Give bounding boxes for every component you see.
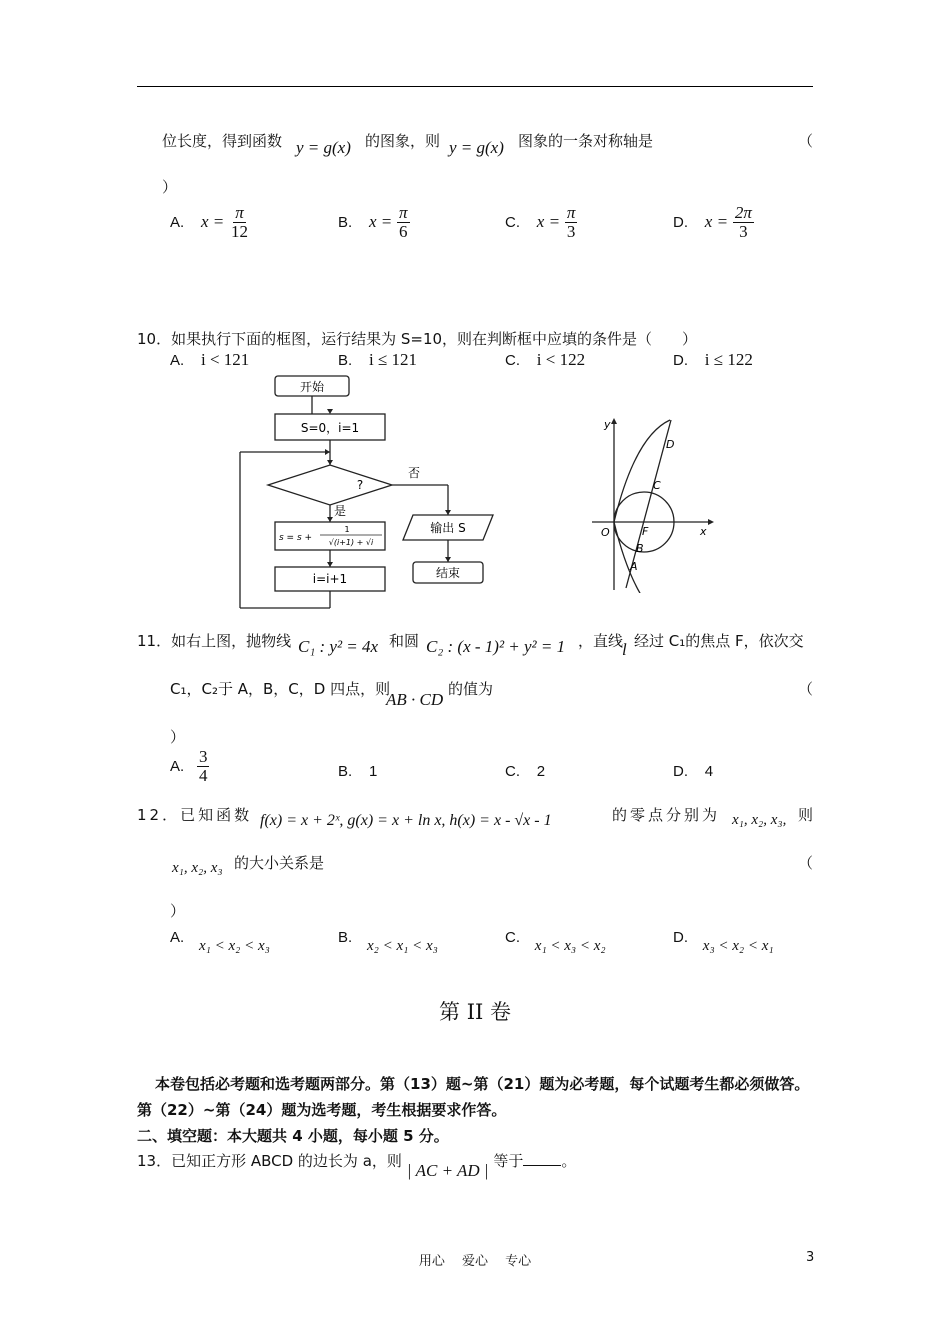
q10-option-a: [170, 350, 249, 370]
flow-body-num: 1: [344, 525, 350, 534]
option-label: A.: [170, 929, 185, 946]
q9-option-d: [673, 204, 754, 241]
option-expr: i < 122: [536, 350, 586, 369]
option-expr: x₃ < x₂ < x₁: [702, 938, 774, 954]
q10-flowchart: [230, 372, 520, 614]
header-rule: [137, 86, 813, 87]
q12-option-a: [170, 928, 270, 954]
q9-option-c: [505, 204, 577, 241]
graph-x-label: x: [700, 525, 707, 538]
q12-functions: f(x) = x + 2ˣ, g(x) = x + ln x, h(x) = x - √x - 1: [260, 812, 552, 829]
q11-line2-a: C₁，C₂于 A，B，C，D 四点，则: [170, 680, 391, 698]
option-lhs: x =: [536, 211, 561, 231]
flow-output-label: 输出 S: [430, 521, 466, 535]
q9-text-a: 位长度，得到函数: [162, 132, 283, 150]
q11-option-a: [170, 748, 209, 785]
option-expr: i ≤ 121: [368, 350, 418, 369]
q12-zeros: x₁, x₂, x₃,: [732, 812, 787, 828]
q9-text-b: 的图象，则: [365, 132, 441, 150]
graph-y-label: y: [604, 418, 611, 431]
option-label: C.: [505, 352, 520, 369]
parabola-c1: [614, 420, 670, 593]
frac-num: π: [235, 203, 244, 222]
graph-origin-label: O: [601, 526, 610, 539]
flow-yes-label: 是: [334, 504, 347, 518]
q11-option-c: [505, 762, 545, 780]
section-title: 第 II 卷: [439, 1000, 511, 1024]
q9-function-2: y = g(x): [449, 138, 504, 157]
frac-num: π: [566, 203, 576, 222]
flow-body-lhs: s = s +: [279, 533, 313, 543]
q10-option-d: [673, 350, 753, 370]
frac-den: 3: [566, 221, 576, 241]
q9-text-c: 图象的一条对称轴是: [518, 132, 654, 150]
q9-function-1: y = g(x): [296, 138, 351, 157]
section-intro-line1: 本卷包括必考题和选考题两部分。第（13）题~第（21）题为必考题，每个试题考生都必须做答。: [155, 1075, 810, 1093]
option-label: A.: [170, 213, 185, 231]
flow-condition-label: ?: [356, 478, 364, 492]
option-label: C.: [505, 213, 520, 231]
q12-paren-close: ）: [170, 902, 186, 920]
q11-circle: C₂ : (x - 1)² + y² = 1: [426, 637, 566, 656]
option-label: B.: [338, 763, 353, 780]
q12-line2-text: 的大小关系是: [234, 854, 325, 872]
option-label: C.: [505, 763, 520, 780]
q10-stem: 10．如果执行下面的框图，运行结果为 S=10，则在判断框中应填的条件是（ ）: [137, 330, 698, 348]
frac-den: 4: [198, 765, 208, 785]
option-label: A.: [170, 757, 185, 775]
q11-stem-c: ，直线: [578, 632, 624, 650]
q11-paren-open: （: [798, 680, 814, 698]
q9-paren-open: （: [798, 132, 814, 150]
flow-init-label: S=0，i=1: [300, 421, 360, 435]
q12-option-c: [505, 928, 606, 954]
q10-option-c: [505, 350, 585, 370]
option-label: B.: [338, 352, 353, 369]
option-lhs: x =: [368, 211, 393, 231]
frac-den: 12: [231, 221, 249, 241]
q13-text-a: 13．已知正方形 ABCD 的边长为 a，则: [137, 1152, 402, 1170]
option-lhs: x =: [704, 211, 729, 231]
footer-motto: 用心 爱心 专心: [418, 1254, 532, 1269]
flow-no-label: 否: [408, 466, 421, 480]
option-expr: i < 121: [200, 350, 250, 369]
q11-graph: [590, 418, 715, 593]
option-expr: x₁ < x₃ < x₂: [534, 938, 606, 954]
q11-stem-a: 11．如右上图，抛物线: [137, 632, 292, 650]
q13-expression: | AC + AD |: [406, 1161, 489, 1180]
option-lhs: x =: [200, 211, 225, 231]
q9-option-a: [170, 204, 250, 241]
graph-focus-label: F: [642, 525, 649, 538]
page-number: 3: [806, 1250, 815, 1265]
q11-line2-b: 的值为: [448, 680, 494, 698]
flow-increment-label: i=i+1: [312, 572, 348, 586]
option-value: 1: [368, 763, 378, 780]
graph-point-b: B: [636, 542, 644, 555]
option-label: D.: [673, 929, 688, 946]
q11-parabola: C₁ : y² = 4x: [298, 637, 379, 656]
option-expr: i ≤ 122: [704, 350, 753, 369]
q9-option-b: [338, 204, 410, 241]
q13-text-b: 等于: [493, 1152, 524, 1170]
option-label: B.: [338, 213, 353, 231]
option-value: 2: [536, 763, 546, 780]
q10-option-b: [338, 350, 417, 370]
q11-product: AB · CD: [386, 690, 444, 709]
graph-point-d: D: [666, 438, 675, 451]
flow-condition-diamond: [268, 465, 392, 505]
flow-end-label: 结束: [435, 566, 461, 580]
q12-stem-c: 则: [798, 806, 814, 824]
q11-paren-close: ）: [170, 728, 186, 746]
q12-stem-b: 的零点分别为: [612, 806, 721, 824]
option-label: D.: [673, 213, 688, 231]
q12-stem-a: 12．已知函数: [137, 806, 253, 824]
q9-paren-close: ）: [162, 178, 178, 196]
q12-option-d: [673, 928, 774, 954]
q12-option-b: [338, 928, 438, 954]
option-expr: x₂ < x₁ < x₃: [366, 938, 438, 954]
option-expr: x₁ < x₂ < x₃: [198, 938, 270, 954]
q11-option-d: [673, 762, 713, 780]
flow-body-den: √(i+1) + √i: [328, 538, 374, 547]
flow-start-label: 开始: [299, 380, 325, 394]
option-label: A.: [170, 352, 185, 369]
fill-in-heading: 二、填空题：本大题共 4 小题，每小题 5 分。: [137, 1127, 449, 1145]
frac-num: 3: [198, 747, 208, 766]
option-value: 4: [704, 763, 714, 780]
frac-num: 2π: [734, 203, 752, 222]
frac-den: 3: [739, 221, 748, 241]
graph-point-c: C: [653, 479, 661, 492]
option-label: C.: [505, 929, 520, 946]
q11-line-l: l: [622, 640, 627, 659]
option-label: D.: [673, 352, 688, 369]
q13-text-end: 。: [561, 1152, 577, 1170]
q11-stem-b: 和圆: [389, 632, 420, 650]
frac-num: π: [399, 203, 408, 222]
option-label: B.: [338, 929, 353, 946]
q12-paren-open: （: [798, 854, 814, 872]
q13-answer-blank: [523, 1151, 561, 1166]
q11-stem-d: 经过 C₁的焦点 F，依次交: [634, 632, 804, 650]
section-intro-line2: 第（22）~第（24）题为选考题，考生根据要求作答。: [137, 1101, 507, 1119]
q11-option-b: [338, 762, 377, 780]
option-label: D.: [673, 763, 688, 780]
frac-den: 6: [399, 221, 408, 241]
q12-line2-vars: x₁, x₂, x₃: [172, 860, 223, 876]
graph-point-a: A: [630, 560, 638, 573]
question-13: [137, 1150, 577, 1180]
